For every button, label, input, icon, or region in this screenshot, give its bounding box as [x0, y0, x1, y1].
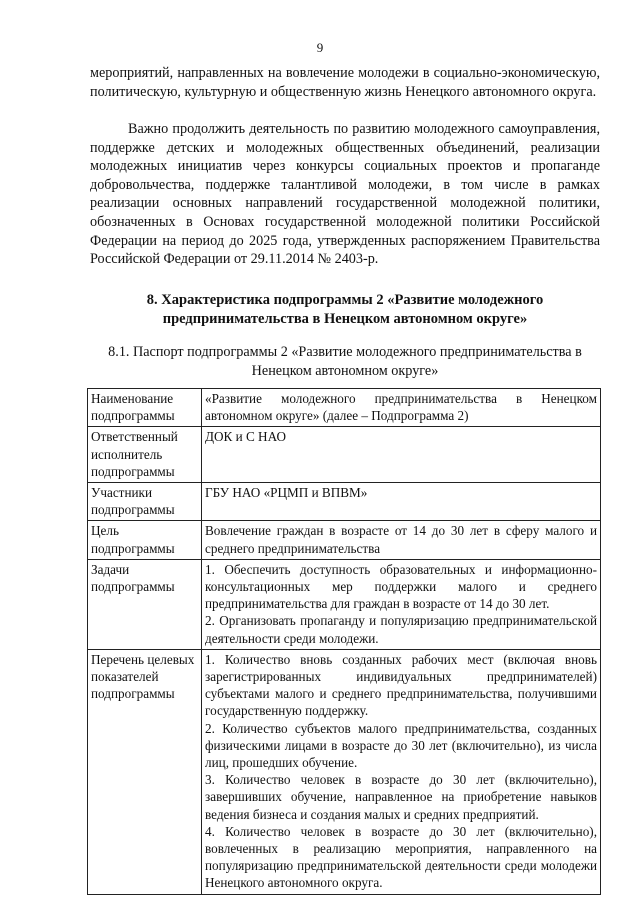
row-item: ДОК и С НАО — [205, 429, 286, 445]
row-item: 1. Количество вновь созданных рабочих мест (включая вновь зарегистрированных индивидуальных предпринимателей) субъектами малого и среднего предпринимательства, получившими государственную поддержку. — [205, 651, 597, 719]
row-item: ГБУ НАО «РЦМП и ВПВМ» — [205, 485, 368, 501]
row-value — [202, 649, 601, 894]
table-row — [88, 521, 601, 559]
row-value — [202, 427, 601, 483]
row-value — [202, 521, 601, 559]
paragraph-youth-policy: Важно продолжить деятельность по развитию молодежного самоуправления, поддержке детских и молодежных общественных объединений, реализации молодежных инициатив через конкурсы социальных проектов и пропаганде добровольчества, поддержке талантливой молодежи, в том числе в рамках реализации основных направлений государственной молодежной политики, обозначенных в Основах государственной молодежной политики Российской Федерации на период до 2025 года, утвержденных распоряжением Правительства Российской Федерации от 29.11.2014 № 2403-р. — [90, 121, 600, 268]
row-label: Перечень целевых показателей подпрограммы — [88, 649, 202, 894]
row-item: 3. Количество человек в возрасте до 30 лет (включительно), завершивших обучение, направленное на приобретение навыков ведения бизнеса и создания малых и средних предприятий. — [205, 772, 597, 822]
page-number: 9 — [316, 40, 324, 55]
row-label: Задачи подпрограммы — [88, 559, 202, 649]
row-item: 2. Организовать пропаганду и популяризацию предпринимательской деятельности среди молодежи. — [205, 613, 597, 646]
section-heading: 8. Характеристика подпрограммы 2 «Развитие молодежного предпринимательства в Ненецком автономном округе» — [146, 292, 544, 327]
row-item: 1. Обеспечить доступность образовательных и информационно-консультационных мер поддержки малого и среднего предпринимательства для граждан в возрасте от 14 до 30 лет. — [205, 561, 597, 612]
paragraph-intro-continuation: мероприятий, направленных на вовлечение молодежи в социально-экономическую, политическую, культурную и общественную жизнь Ненецкого автономного округа. — [90, 65, 600, 100]
row-value — [202, 389, 601, 427]
table-row — [88, 483, 601, 521]
row-item: Вовлечение граждан в возрасте от 14 до 30 лет в сферу малого и среднего предпринимательства — [205, 523, 597, 556]
table-row — [88, 649, 601, 894]
row-item: 2. Количество субъектов малого предпринимательства, созданных физическими лицами в возрасте до 30 лет (включительно), из числа лиц, прошедших обучение. — [205, 720, 597, 771]
table-row — [88, 389, 601, 427]
row-label: Цель подпрограммы — [88, 521, 202, 559]
passport-table — [87, 388, 601, 895]
passport-subheading: 8.1. Паспорт подпрограммы 2 «Развитие молодежного предпринимательства в Ненецком автономном округе» — [108, 344, 582, 379]
row-item: «Развитие молодежного предпринимательства в Ненецком автономном округе» (далее – Подпрограмма 2) — [205, 391, 597, 424]
row-item: 4. Количество человек в возрасте до 30 лет (включительно), вовлеченных в реализацию мероприятия, направленного на популяризацию предпринимательской деятельности среди молодежи Ненецкого автономного округа. — [205, 823, 597, 891]
table-row — [88, 559, 601, 649]
row-label: Ответственный исполнитель подпрограммы — [88, 427, 202, 483]
row-label: Наименование подпрограммы — [88, 389, 202, 427]
row-value — [202, 483, 601, 521]
table-row — [88, 427, 601, 483]
row-label: Участники подпрограммы — [88, 483, 202, 521]
row-value — [202, 559, 601, 649]
